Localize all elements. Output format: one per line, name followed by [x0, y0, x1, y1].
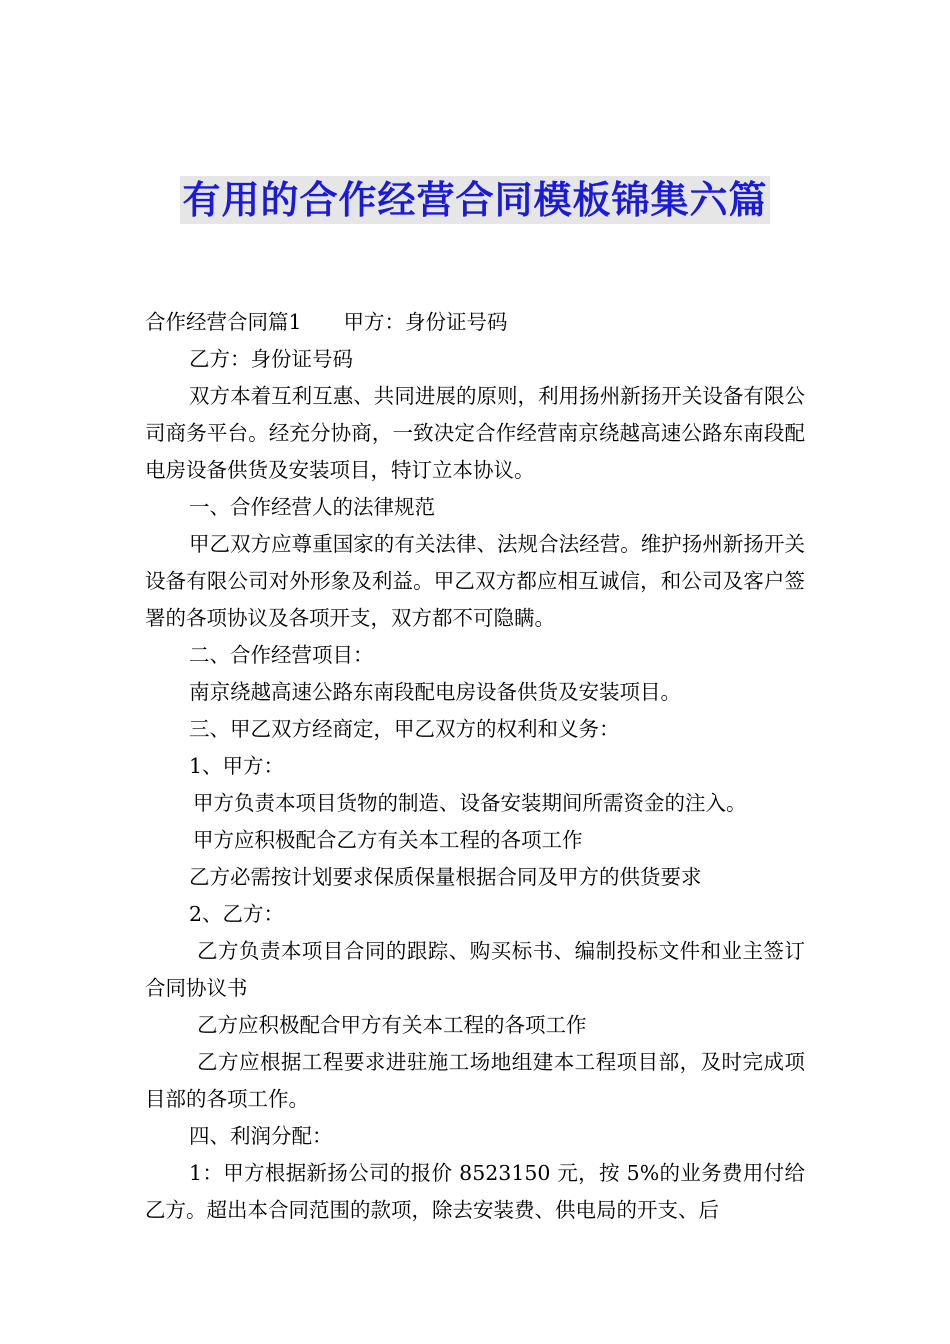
paragraph-legal-norms: 甲乙双方应尊重国家的有关法律、法规合法经营。维护扬州新扬开关设备有限公司对外形象及利益。甲乙双方都应相互诚信，和公司及客户签署的各项协议及各项开支，双方都不可隐瞒。: [145, 532, 805, 630]
paragraph-preamble: 双方本着互利互惠、共同进展的原则，利用扬州新扬开关设备有限公司商务平台。经充分协商，一致决定合作经营南京绕越高速公路东南段配电房设备供货及安装项目，特订立本协议。: [145, 384, 805, 482]
paragraph-heading-line: [145, 304, 805, 341]
section-heading-3: 三、甲乙双方经商定，甲乙双方的权利和义务：: [189, 717, 620, 741]
paragraph-party-b-duty-1: 乙方负责本项目合同的跟踪、购买标书、编制投标文件和业主签订合同协议书: [145, 939, 805, 1000]
page-title-text: 有用的合作经营合同模板锦集六篇: [182, 178, 768, 222]
page-title: [0, 176, 950, 224]
paragraph-project: 南京绕越高速公路东南段配电房设备供货及安装项目。: [189, 680, 681, 704]
section-heading-1: 一、合作经营人的法律规范: [189, 495, 435, 519]
document-body: [145, 304, 805, 1229]
paragraph-party-b-duty-2: 乙方应积极配合甲方有关本工程的各项工作: [197, 1013, 587, 1037]
section-heading-4: 四、利润分配：: [189, 1124, 333, 1148]
paragraph-party-a-duty-2: 甲方应积极配合乙方有关本工程的各项工作: [193, 828, 583, 852]
paragraph-profit-1: 1：甲方根据新扬公司的报价 8523150 元，按 5%的业务费用付给乙方。超出本合同范围的款项，除去安装费、供电局的开支、后: [145, 1161, 805, 1222]
section-heading-2: 二、合作经营项目：: [189, 643, 374, 667]
paragraph-party-b-requirement: 乙方必需按计划要求保质保量根据合同及甲方的供货要求: [189, 865, 702, 889]
paragraph-party-a-duty-1: 甲方负责本项目货物的制造、设备安装期间所需资金的注入。: [193, 791, 747, 815]
contract-section-label: 合作经营合同篇1: [145, 310, 302, 334]
party-a-line: 甲方：身份证号码: [343, 310, 508, 334]
subheading-party-a: 1、甲方：: [189, 754, 285, 778]
paragraph-party-b-duty-3: 乙方应根据工程要求进驻施工场地组建本工程项目部，及时完成项目部的各项工作。: [145, 1050, 805, 1111]
party-b-line: 乙方：身份证号码: [189, 347, 353, 371]
subheading-party-b: 2、乙方：: [189, 902, 285, 926]
